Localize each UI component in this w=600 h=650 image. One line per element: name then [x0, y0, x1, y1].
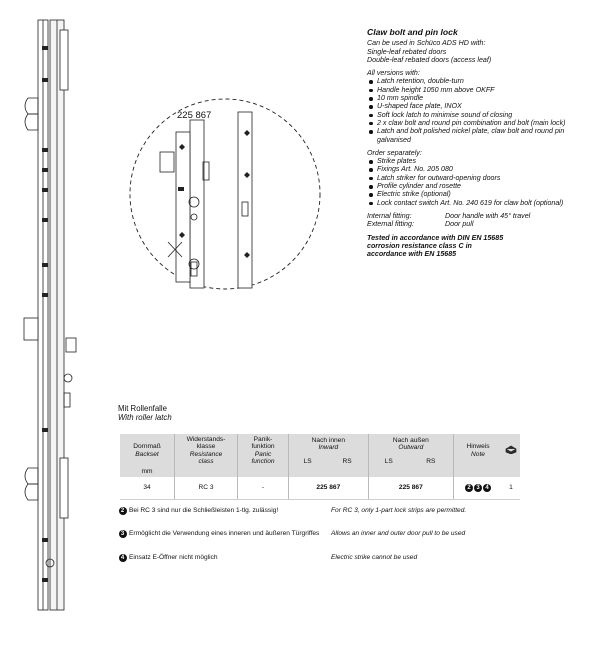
features-heading: All versions with: [367, 69, 420, 78]
section-title-en: With roller latch [118, 413, 172, 422]
footnote-de: Einsatz E-Öffner nicht möglich [129, 554, 218, 561]
article-table [120, 434, 520, 500]
header-panic-en: Panic [254, 450, 272, 458]
footnote [118, 530, 588, 548]
usage-line: Double-leaf rebated doors (access leaf) [367, 55, 492, 64]
cell-outward: 225 867 [368, 477, 453, 500]
article-number-label: 225 867 [177, 110, 212, 121]
tested-note: corrosion resistance class C in [367, 241, 472, 250]
product-description [367, 28, 589, 258]
tested-note: Tested in accordance with DIN EN 15685 [367, 233, 504, 242]
footnote-en: Allows an inner and outer door pull to be used [331, 530, 466, 537]
header-resistance-en: Resistance [189, 450, 223, 458]
list-item: Lock contact switch Art. No. 240 619 for claw bolt (optional) [367, 199, 589, 207]
header-outward-en: Outward [398, 444, 424, 452]
header-backset-en: Backset [135, 450, 159, 458]
footnote [118, 507, 588, 517]
fitting-value: Door pull [445, 220, 474, 229]
header-panic-de2: funktion [251, 443, 275, 451]
cell-notes [454, 477, 503, 500]
footnote-de: Bei RC 3 sind nur die Schließleisten 1-tlg. zulässig! [129, 507, 279, 514]
header-mm: mm [120, 468, 175, 477]
note-badge: 2 [465, 484, 473, 492]
cell-resistance: RC 3 [175, 477, 238, 500]
header-inward-ls: LS [289, 455, 327, 468]
list-item: Handle height 1050 mm above OKFF [367, 86, 589, 94]
header-resistance-de2: klasse [196, 443, 216, 451]
header-backset-de: Dornmaß [133, 443, 161, 451]
header-panic-de: Panik- [253, 436, 273, 443]
footnote-en: For RC 3, only 1-part lock strips are permitted. [331, 507, 467, 514]
note-badge: 3 [474, 484, 482, 492]
footnote [118, 554, 588, 564]
fitting-value: Door handle with 45° travel [445, 211, 531, 220]
header-inward-de: Nach innen [311, 437, 346, 445]
header-panic-en2: function [251, 458, 275, 466]
header-inward-rs: RS [326, 455, 368, 468]
note-badge: 2 [119, 507, 127, 515]
list-item: Profile cylinder and rosette [367, 182, 589, 190]
order-list [367, 157, 589, 207]
header-outward-de: Nach außen [392, 437, 429, 445]
cell-panic: - [238, 477, 289, 500]
fitting-label: External fitting: [367, 220, 414, 229]
header-resistance-en2: class [198, 458, 214, 466]
header-outward-rs: RS [409, 455, 454, 468]
section-title [118, 404, 172, 422]
list-item: Soft lock latch to minimise sound of closing [367, 111, 589, 119]
note-badge: 4 [119, 554, 127, 562]
list-item: Latch and bolt polished nickel plate, claw bolt and round pin galvanised [367, 127, 589, 144]
footnote-en: Electric strike cannot be used [331, 554, 418, 561]
section-title-de: Mit Rollenfalle [118, 404, 167, 413]
tested-note: accordance with EN 15685 [367, 250, 457, 259]
list-item: Electric strike (optional) [367, 190, 589, 198]
features-list [367, 77, 589, 143]
cell-backset: 34 [120, 477, 175, 500]
table-row [120, 477, 520, 500]
header-note-en: Note [471, 450, 485, 458]
cell-inward: 225 867 [289, 477, 369, 500]
list-item: Strike plates [367, 157, 589, 165]
list-item: Fixings Art. No. 205 080 [367, 165, 589, 173]
note-badge: 4 [483, 484, 491, 492]
list-item: Latch retention, double-turn [367, 77, 589, 85]
header-inward-en: Inward [318, 444, 339, 452]
table-unit-row [120, 468, 520, 477]
list-item: Latch striker for outward-opening doors [367, 174, 589, 182]
lock-strip-drawing [20, 18, 100, 613]
table-header-row [120, 434, 520, 455]
package-icon [505, 445, 517, 454]
fitting-row [367, 220, 589, 228]
header-note-de: Hinweis [466, 443, 490, 451]
footnote-de: Ermöglicht die Verwendung eines inneren und äußeren Türgriffes [129, 530, 320, 537]
usage-intro: Can be used in Schüco ADS HD with: [367, 39, 486, 48]
header-outward-ls: LS [368, 455, 409, 468]
header-resistance-de: Widerstands- [186, 436, 226, 443]
note-badge: 3 [119, 530, 127, 538]
cell-qty: 1 [502, 477, 520, 500]
usage-line: Single-leaf rebated doors [367, 47, 447, 56]
fitting-label: Internal fitting: [367, 211, 412, 220]
product-title: Claw bolt and pin lock [367, 27, 458, 37]
order-heading: Order separately: [367, 148, 422, 157]
list-item: 2 x claw bolt and round pin combination and bolt (main lock) [367, 119, 589, 127]
fitting-row [367, 212, 589, 220]
detail-circle-drawing [90, 92, 360, 292]
list-item: 10 mm spindle [367, 94, 589, 102]
list-item: U-shaped face plate, INOX [367, 102, 589, 110]
